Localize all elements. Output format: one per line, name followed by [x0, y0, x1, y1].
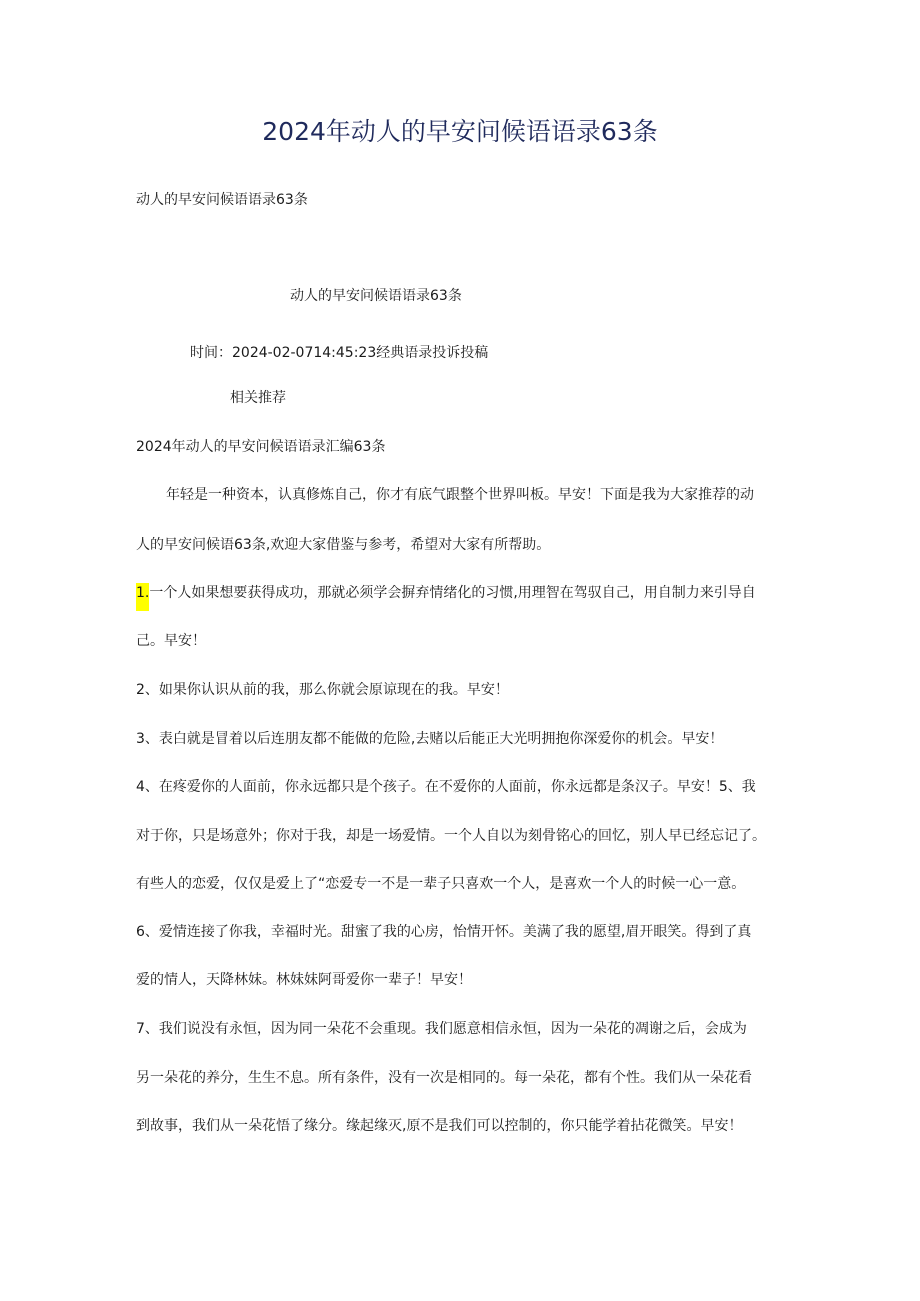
center-heading: 动人的早安问候语语录63条 — [290, 288, 462, 304]
intro-line-2: 人的早安问候语63条,欢迎大家借鉴与参考，希望对大家有所帮助。 — [136, 537, 551, 553]
item-6-line-2: 爱的情人，天降林妹。林妹妹阿哥爱你一辈子！早安！ — [136, 972, 472, 988]
item-3: 3、表白就是冒着以后连朋友都不能做的危险,去赌以后能正大光明拥抱你深爱你的机会。早安！ — [136, 731, 724, 747]
item-4-line-3: 有些人的恋爱，仅仅是爱上了“恋爱专一不是一辈子只喜欢一个人，是喜欢一个人的时候一心一意。 — [136, 876, 746, 892]
collection-heading: 2024年动人的早安问候语语录汇编63条 — [136, 439, 386, 455]
item-2: 2、如果你认识从前的我，那么你就会原谅现在的我。早安！ — [136, 682, 509, 698]
item-7-line-2: 另一朵花的养分，生生不息。所有条件，没有一次是相同的。每一朵花，都有个性。我们从一朵花看 — [136, 1070, 752, 1086]
item-7-line-1: 7、我们说没有永恒，因为同一朵花不会重现。我们愿意相信永恒，因为一朵花的凋谢之后，会成为 — [136, 1021, 747, 1037]
item-1-line-1 — [136, 583, 756, 603]
item-1-line-2: 己。早安！ — [136, 633, 206, 649]
related-label: 相关推荐 — [230, 390, 286, 406]
meta-line: 时间：2024-02-0714:45:23经典语录投诉投稿 — [190, 345, 489, 361]
item-1-text: 一个人如果想要获得成功，那就必须学会摒弃情绪化的习惯,用理智在驾驭自己，用自制力来引导自 — [149, 585, 756, 601]
subtitle: 动人的早安问候语语录63条 — [136, 192, 308, 208]
item-7-line-3: 到故事，我们从一朵花悟了缘分。缘起缘灭,原不是我们可以控制的，你只能学着拈花微笑。早安！ — [136, 1118, 743, 1134]
item-1-number-highlight: 1. — [136, 583, 149, 611]
item-4-line-2: 对于你，只是场意外；你对于我，却是一场爱情。一个人自以为刻骨铭心的回忆，别人早已经忘记了。 — [136, 828, 766, 844]
item-6-line-1: 6、爱情连接了你我，幸福时光。甜蜜了我的心房，怡情开怀。美满了我的愿望,眉开眼笑。得到了真 — [136, 924, 752, 940]
intro-line-1: 年轻是一种资本，认真修炼自己，你才有底气跟整个世界叫板。早安！下面是我为大家推荐的动 — [166, 487, 754, 503]
document-title: 2024年动人的早安问候语语录63条 — [262, 117, 658, 146]
item-4-line-1: 4、在疼爱你的人面前，你永远都只是个孩子。在不爱你的人面前，你永远都是条汉子。早安！5、我 — [136, 779, 756, 795]
